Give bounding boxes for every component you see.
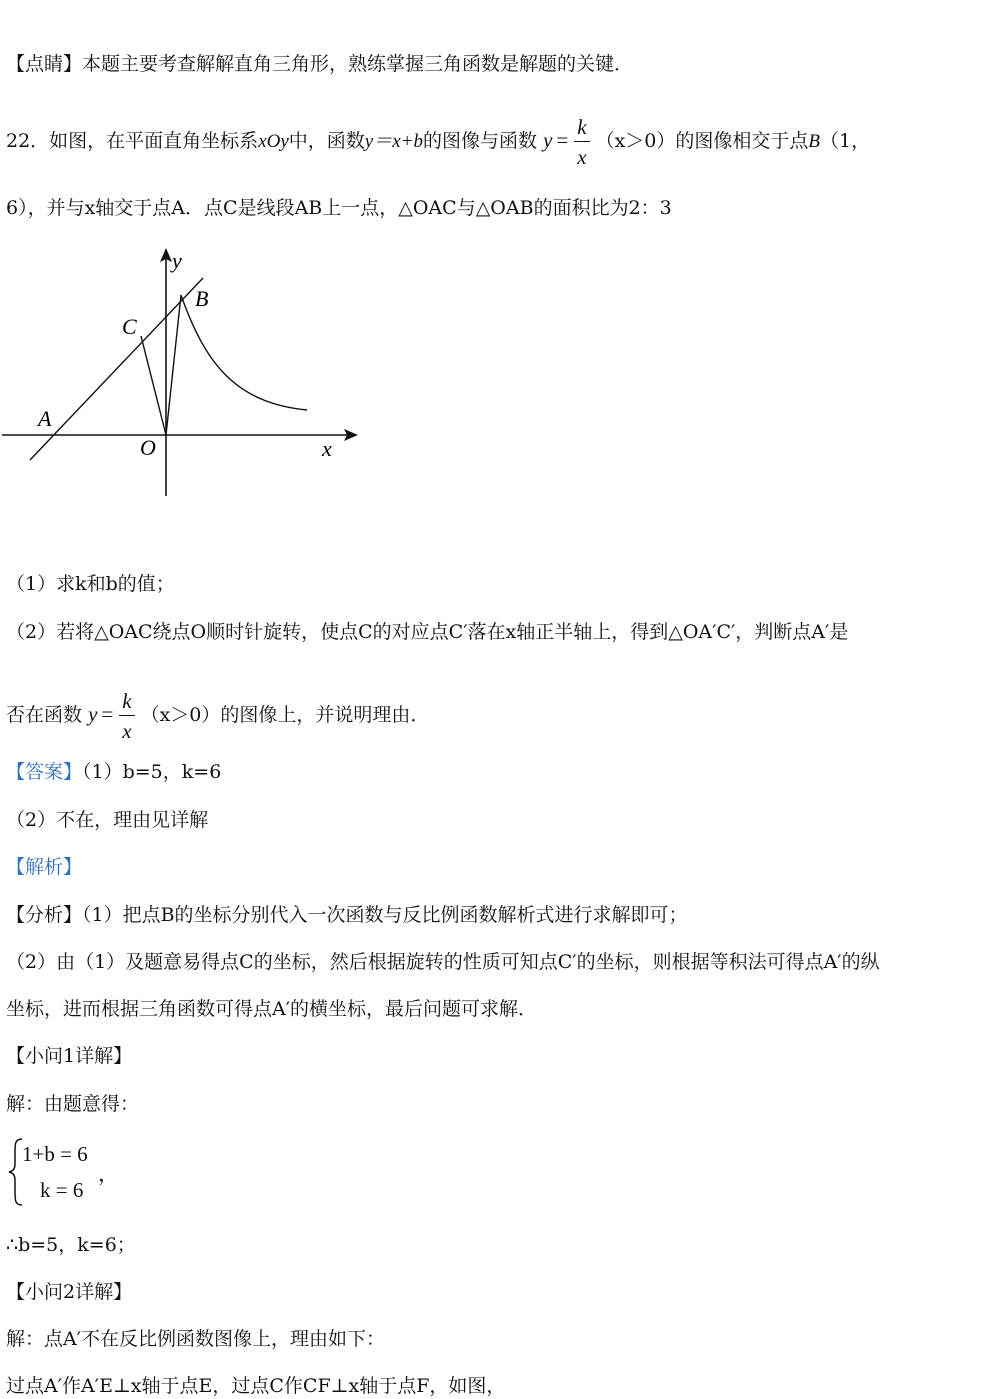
part2-y: y: [88, 702, 98, 726]
hyperbola-curve: [181, 295, 307, 410]
part2-cond: （x＞0）: [140, 704, 221, 726]
part2-fraction: [119, 690, 134, 742]
segment-ob: [166, 295, 181, 435]
answer-label: 【答案】: [6, 761, 83, 783]
q22-mid1: 中，函数: [288, 130, 365, 152]
label-y: y: [172, 248, 182, 273]
fenxi-2: （2）由（1）及题意易得点C的坐标，然后根据旋转的性质可知点C′的坐标，则根据等积法可得点A′的纵: [6, 951, 880, 973]
solution-1-intro: 解：由题意得：: [6, 1093, 140, 1115]
solution-2-construction: 过点A′作A′E⊥x轴于点E，过点C作CF⊥x轴于点F，如图，: [6, 1375, 506, 1397]
q22-fraction: [574, 116, 589, 168]
part-1: （1）求k和b的值；: [6, 573, 175, 595]
part2-frac-num: k: [119, 690, 134, 716]
q22-mid2: 的图像与函数: [423, 130, 538, 152]
therefore-line: ∴b=5，k=6；: [6, 1234, 136, 1256]
fenxi-1: 【分析】（1）把点B的坐标分别代入一次函数与反比例函数解析式进行求解即可；: [6, 904, 688, 926]
system-comma: ，: [98, 1162, 119, 1186]
line-ab: [30, 278, 203, 460]
subquestion-1-title: 【小问1详解】: [6, 1045, 133, 1067]
label-o: O: [140, 435, 156, 460]
label-a: A: [38, 406, 52, 431]
part-2-line2: [6, 690, 429, 742]
q22-xoy: xOy: [258, 131, 289, 152]
solution-2-intro: 解：点A′不在反比例函数图像上，理由如下：: [6, 1328, 386, 1350]
answer-1: （1）b=5，k=6: [82, 761, 222, 783]
q22-eq: =: [556, 128, 569, 152]
q22-y: y: [543, 128, 553, 152]
part-2-line1: （2）若将△OAC绕点O顺时针旋转，使点C的对应点C′落在x轴正半轴上，得到△OA′C′，判断点A′是: [6, 621, 849, 643]
system-row-1: 1+b = 6: [22, 1142, 88, 1166]
q22-frac-den: x: [577, 145, 587, 169]
part2-post: 的图像上，并说明理由．: [220, 704, 430, 726]
segment-oc: [141, 336, 166, 435]
part2-eq: =: [101, 702, 114, 726]
dianjing-line: 【点睛】本题主要考查解解直角三角形，熟练掌握三角函数是解题的关键．: [6, 53, 634, 75]
fenxi-3: 坐标，进而根据三角函数可得点A′的横坐标，最后问题可求解．: [6, 998, 538, 1020]
answer-line: [6, 760, 221, 784]
answer-2: （2）不在，理由见详解: [6, 809, 209, 831]
q22-mid3: 的图像相交于点: [675, 130, 809, 152]
analysis-label: 【解析】: [6, 856, 83, 878]
q22-tail: （1，: [820, 130, 871, 152]
q22-pre: 22．如图，在平面直角坐标系: [6, 130, 259, 152]
part2-pre: 否在函数: [6, 704, 83, 726]
q22-linear-fn: y＝x+b: [364, 131, 423, 152]
q22-cond: （x＞0）: [595, 130, 676, 152]
q22-y-equals: [543, 128, 568, 152]
label-c: C: [122, 314, 137, 339]
label-b: B: [195, 286, 209, 311]
part2-frac-den: x: [122, 719, 132, 743]
subquestion-2-title: 【小问2详解】: [6, 1281, 133, 1303]
question-22-line1: [6, 116, 870, 168]
q22-point-b: B: [808, 131, 820, 152]
question-22-line2: 6），并与x轴交于点A．点C是线段AB上一点，△OAC与△OAB的面积比为2：3: [6, 197, 672, 219]
q22-frac-num: k: [574, 116, 589, 142]
part2-y-equals: [88, 702, 113, 726]
coordinate-figure: [0, 238, 370, 508]
system-row-2: k = 6: [40, 1178, 84, 1202]
label-x: x: [322, 436, 332, 461]
